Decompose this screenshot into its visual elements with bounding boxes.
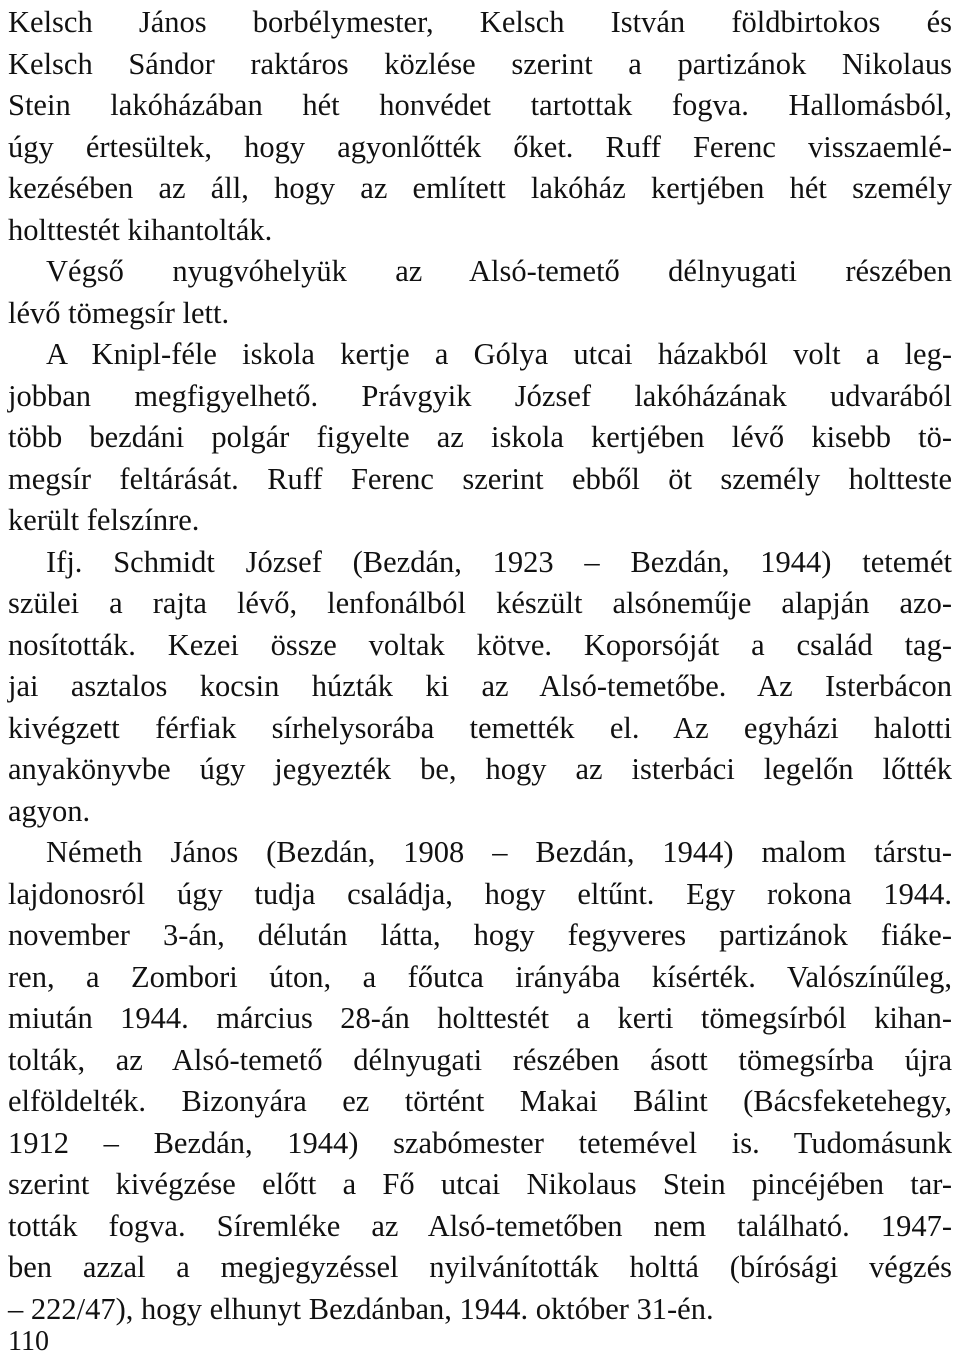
text-line: tották fogva. Síremléke az Alsó-temetőben nem található. 1947- bbox=[8, 1208, 952, 1243]
paragraph bbox=[8, 542, 952, 833]
paragraph bbox=[8, 251, 952, 334]
text-line: A Knipl-féle iskola kertje a Gólya utcai házakból volt a leg- bbox=[46, 337, 952, 371]
page-number: 110 bbox=[8, 1326, 49, 1357]
text-line: elföldelték. Bizonyára ez történt Makai Bálint (Bácsfeketehegy, bbox=[8, 1084, 952, 1118]
text-line: agyon. bbox=[8, 793, 91, 828]
text-line: Stein lakóházában hét honvédet tartottak fogva. Hallomásból, bbox=[8, 88, 952, 122]
text-line: úgy értesültek, hogy agyonlőtték őket. Ruff Ferenc visszaemlé- bbox=[8, 129, 952, 164]
body-text bbox=[8, 2, 952, 1330]
text-line: több bezdáni polgár figyelte az iskola kertjében lévő kisebb tö- bbox=[8, 420, 952, 454]
text-line: kezésében az áll, hogy az említett lakóház kertjében hét személy bbox=[8, 171, 952, 205]
text-line: Végső nyugvóhelyük az Alsó-temető délnyugati részében bbox=[46, 254, 952, 288]
text-line: Németh János (Bezdán, 1908 – Bezdán, 1944) malom társtu- bbox=[46, 835, 952, 869]
text-line: jobban megfigyelhető. Právgyik József lakóházának udvarából bbox=[8, 378, 952, 413]
text-line: ben azzal a megjegyzéssel nyilvánították holttá (bírósági végzés bbox=[8, 1250, 952, 1284]
text-line: szülei a rajta lévő, lenfonálból készült alsóneműje alapján azo- bbox=[8, 586, 952, 620]
text-line: jai asztalos kocsin húzták ki az Alsó-temetőbe. Az Isterbácon bbox=[8, 669, 952, 703]
text-line: ren, a Zombori úton, a főutca irányába kísérték. Valószínűleg, bbox=[8, 959, 952, 994]
text-line: Ifj. Schmidt József (Bezdán, 1923 – Bezdán, 1944) tetemét bbox=[46, 544, 952, 579]
text-line: Kelsch János borbélymester, Kelsch István földbirtokos és bbox=[8, 5, 952, 39]
paragraph bbox=[8, 334, 952, 542]
text-line: megsír feltárását. Ruff Ferenc szerint ebből öt személy holtteste bbox=[8, 461, 952, 496]
text-line: került felszínre. bbox=[8, 503, 200, 537]
text-line: lévő tömegsír lett. bbox=[8, 295, 230, 330]
text-line: lajdonosról úgy tudja családja, hogy eltűnt. Egy rokona 1944. bbox=[8, 876, 952, 911]
text-line: szerint kivégzése előtt a Fő utcai Nikolaus Stein pincéjében tar- bbox=[8, 1167, 952, 1201]
text-line: holttestét kihantolták. bbox=[8, 212, 273, 247]
text-line: november 3-án, délután látta, hogy fegyveres partizánok fiáke- bbox=[8, 918, 952, 952]
text-line: – 222/47), hogy elhunyt Bezdánban, 1944. október 31-én. bbox=[8, 1291, 714, 1326]
paragraph bbox=[8, 832, 952, 1330]
text-line: miután 1944. március 28-án holttestét a kerti tömegsírból kihan- bbox=[8, 1001, 952, 1035]
paragraph bbox=[8, 2, 952, 251]
text-line: kivégzett férfiak sírhelysorába temették el. Az egyházi halotti bbox=[8, 710, 952, 745]
text-line: 1912 – Bezdán, 1944) szabómester tetemével is. Tudomásunk bbox=[8, 1125, 952, 1160]
text-line: anyakönyvbe úgy jegyezték be, hogy az isterbáci legelőn lőtték bbox=[8, 752, 952, 786]
text-line: Kelsch Sándor raktáros közlése szerint a partizánok Nikolaus bbox=[8, 46, 952, 81]
text-line: tolták, az Alsó-temető délnyugati részében ásott tömegsírba újra bbox=[8, 1042, 952, 1077]
text-line: nosították. Kezei össze voltak kötve. Koporsóját a család tag- bbox=[8, 627, 952, 662]
